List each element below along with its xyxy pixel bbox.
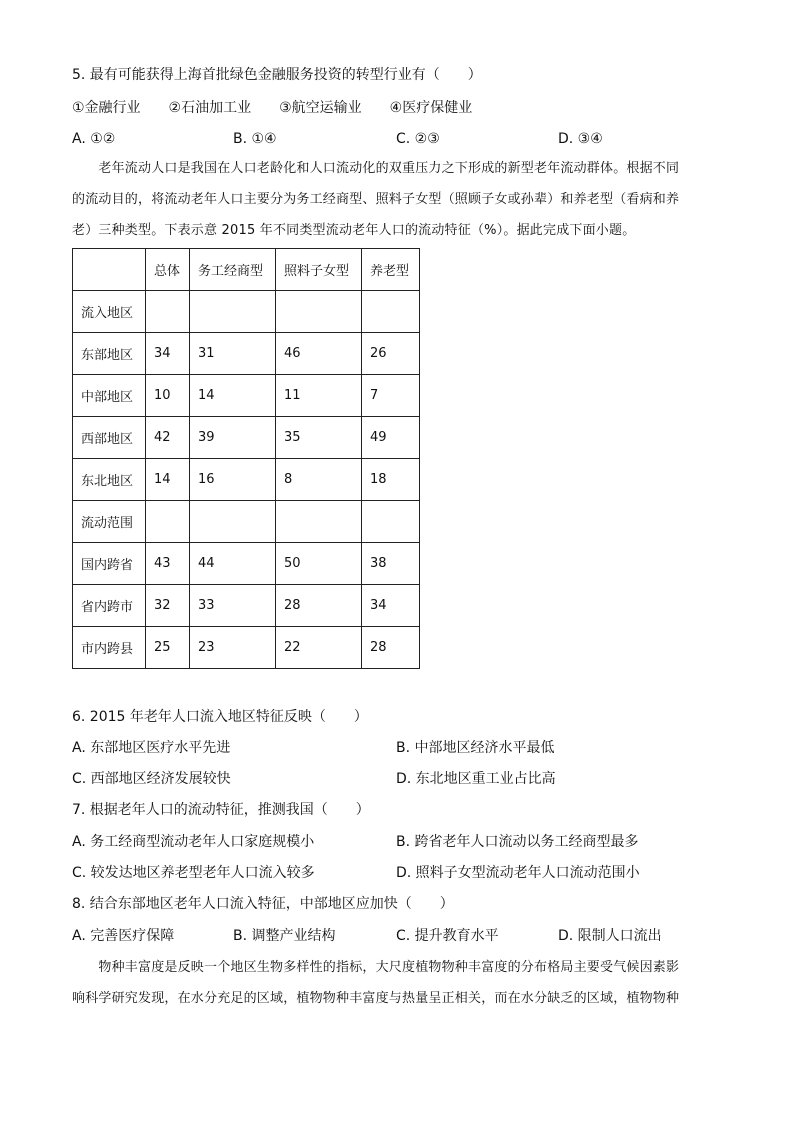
q7-option-c: C. 较发达地区养老型老年人口流入较多	[72, 865, 315, 881]
table-header-cell: 务工经商型	[190, 249, 276, 291]
passage1-line-2: 的流动目的，将流动老年人口主要分为务工经商型、照料子女型（照顾子女或孙辈）和养老型（看病和养	[72, 192, 680, 207]
table-cell: 38	[362, 543, 420, 585]
q5-option-b: B. ①④	[233, 131, 277, 147]
table-cell: 18	[362, 459, 420, 501]
q5-stem: 5. 最有可能获得上海首批绿色金融服务投资的转型行业有（ ）	[72, 67, 482, 83]
migration-table	[72, 248, 420, 669]
q8-options	[72, 925, 732, 947]
table-cell: 26	[362, 333, 420, 375]
table-cell: 7	[362, 375, 420, 417]
table-header-cell: 养老型	[362, 249, 420, 291]
q6-option-a: A. 东部地区医疗水平先进	[72, 740, 231, 756]
table-cell: 34	[362, 585, 420, 627]
table-cell: 31	[190, 333, 276, 375]
table-cell: 39	[190, 417, 276, 459]
table-cell: 东部地区	[73, 333, 146, 375]
q8-option-b: B. 调整产业结构	[233, 928, 336, 944]
table-cell: 省内跨市	[73, 585, 146, 627]
table-cell: 49	[362, 417, 420, 459]
table-cell	[362, 501, 420, 543]
table-header-cell: 总体	[146, 249, 190, 291]
q6-option-d: D. 东北地区重工业占比高	[396, 771, 556, 787]
passage2-line-2: 响科学研究发现，在水分充足的区域，植物物种丰富度与热量呈正相关，而在水分缺乏的区域，植物物种	[72, 991, 680, 1006]
table-row	[73, 375, 420, 417]
table-cell	[190, 501, 276, 543]
table-cell: 46	[276, 333, 362, 375]
q5-items: ①金融行业 ②石油加工业 ③航空运输业 ④医疗保健业	[72, 100, 473, 116]
q7-option-d: D. 照料子女型流动老年人口流动范围小	[396, 865, 640, 881]
table-cell: 8	[276, 459, 362, 501]
table-row	[73, 543, 420, 585]
table-cell	[146, 501, 190, 543]
table-header-cell	[73, 249, 146, 291]
q6-options-row-2	[72, 768, 732, 790]
table-cell: 50	[276, 543, 362, 585]
passage1-line-1: 老年流动人口是我国在人口老龄化和人口流动化的双重压力之下形成的新型老年流动群体。根据不同	[72, 161, 680, 176]
q7-stem: 7. 根据老年人口的流动特征，推测我国（ ）	[72, 802, 370, 818]
table-cell: 44	[190, 543, 276, 585]
table-cell: 流动范围	[73, 501, 146, 543]
table-row	[73, 627, 420, 669]
q6-stem: 6. 2015 年老年人口流入地区特征反映（ ）	[72, 709, 368, 725]
table-cell: 42	[146, 417, 190, 459]
table-cell: 28	[276, 585, 362, 627]
table-cell: 43	[146, 543, 190, 585]
q8-stem: 8. 结合东部地区老年人口流入特征，中部地区应加快（ ）	[72, 896, 454, 912]
table-cell: 14	[190, 375, 276, 417]
table-cell: 10	[146, 375, 190, 417]
passage1-line-3: 老）三种类型。下表示意 2015 年不同类型流动老年人口的流动特征（%）。据此完成下面小题。	[72, 223, 636, 238]
table-cell: 34	[146, 333, 190, 375]
table-cell	[276, 291, 362, 333]
table-row	[73, 291, 420, 333]
table-cell: 25	[146, 627, 190, 669]
table-cell: 16	[190, 459, 276, 501]
q6-option-c: C. 西部地区经济发展较快	[72, 771, 231, 787]
q5-option-a: A. ①②	[72, 131, 116, 147]
q5-option-c: C. ②③	[396, 131, 440, 147]
q5-option-d: D. ③④	[558, 131, 603, 147]
q7-option-b: B. 跨省老年人口流动以务工经商型最多	[396, 834, 639, 850]
q6-option-b: B. 中部地区经济水平最低	[396, 740, 555, 756]
table-cell: 33	[190, 585, 276, 627]
table-header-cell: 照料子女型	[276, 249, 362, 291]
q7-options-row-2	[72, 862, 732, 884]
table-row	[73, 459, 420, 501]
table-row	[73, 333, 420, 375]
table-cell: 流入地区	[73, 291, 146, 333]
table-cell: 23	[190, 627, 276, 669]
table-cell: 东北地区	[73, 459, 146, 501]
table-cell: 35	[276, 417, 362, 459]
table-row	[73, 501, 420, 543]
q8-option-d: D. 限制人口流出	[558, 928, 662, 944]
table-row	[73, 585, 420, 627]
table-cell: 国内跨省	[73, 543, 146, 585]
table-cell	[190, 291, 276, 333]
table-cell	[146, 291, 190, 333]
table-cell: 中部地区	[73, 375, 146, 417]
table-header-row	[73, 249, 420, 291]
table-cell: 28	[362, 627, 420, 669]
q8-option-c: C. 提升教育水平	[396, 928, 499, 944]
table-cell: 14	[146, 459, 190, 501]
table-cell	[362, 291, 420, 333]
q7-option-a: A. 务工经商型流动老年人口家庭规模小	[72, 834, 315, 850]
table-cell: 22	[276, 627, 362, 669]
passage2-line-1: 物种丰富度是反映一个地区生物多样性的指标，大尺度植物物种丰富度的分布格局主要受气候因素影	[72, 960, 680, 975]
q6-options-row-1	[72, 737, 732, 759]
table-cell	[276, 501, 362, 543]
q5-options	[72, 128, 732, 150]
table-cell: 西部地区	[73, 417, 146, 459]
table-cell: 市内跨县	[73, 627, 146, 669]
table-cell: 32	[146, 585, 190, 627]
q7-options-row-1	[72, 831, 732, 853]
table-cell: 11	[276, 375, 362, 417]
q8-option-a: A. 完善医疗保障	[72, 928, 175, 944]
table-row	[73, 417, 420, 459]
